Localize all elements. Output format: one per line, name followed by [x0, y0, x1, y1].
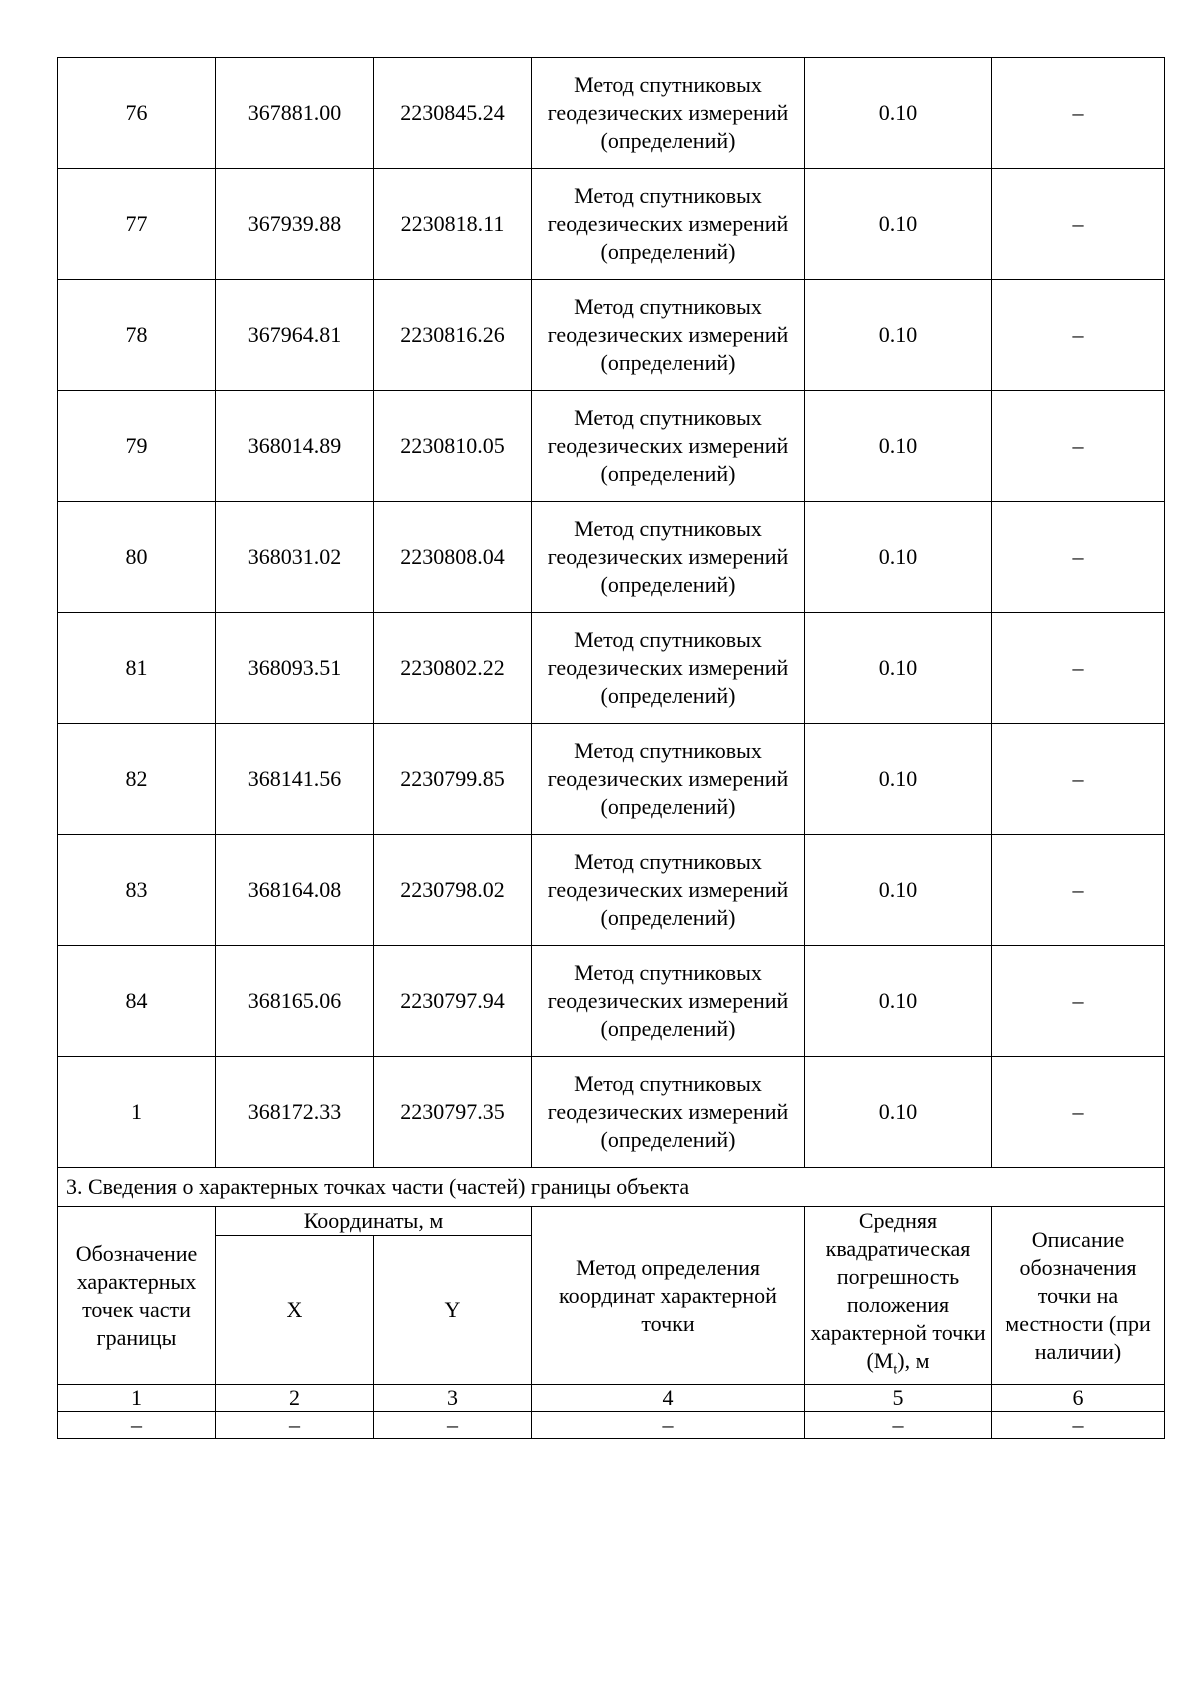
point-description: –: [992, 613, 1165, 724]
table-row: [58, 58, 1165, 169]
boundary-points-table: [57, 57, 1165, 1439]
coord-y: 2230818.11: [374, 169, 532, 280]
coord-y: 2230802.22: [374, 613, 532, 724]
method: Метод спутниковых геодезических измерений (определений): [532, 169, 805, 280]
point-number: 79: [58, 391, 216, 502]
header-coordinates: Координаты, м: [216, 1207, 532, 1236]
coord-x: 368172.33: [216, 1057, 374, 1168]
coord-x: 367964.81: [216, 280, 374, 391]
mean-error: 0.10: [805, 724, 992, 835]
coord-y: 2230797.94: [374, 946, 532, 1057]
point-description: –: [992, 835, 1165, 946]
table-row: [58, 613, 1165, 724]
mean-error: 0.10: [805, 58, 992, 169]
coord-x: 368031.02: [216, 502, 374, 613]
point-description: –: [992, 724, 1165, 835]
point-description: –: [992, 169, 1165, 280]
method: Метод спутниковых геодезических измерений (определений): [532, 280, 805, 391]
point-description: –: [992, 946, 1165, 1057]
table-row: [58, 835, 1165, 946]
mean-error: 0.10: [805, 1057, 992, 1168]
point-description: –: [992, 58, 1165, 169]
mean-error: 0.10: [805, 946, 992, 1057]
coord-x: 368141.56: [216, 724, 374, 835]
coord-x: 368165.06: [216, 946, 374, 1057]
header-method: Метод определения координат характерной точки: [532, 1207, 805, 1385]
header-mean-error: [805, 1207, 992, 1385]
point-number: 83: [58, 835, 216, 946]
empty-cell: –: [805, 1412, 992, 1439]
mean-error: 0.10: [805, 169, 992, 280]
section-title-row: [58, 1168, 1165, 1207]
header-row: [58, 1207, 1165, 1236]
header-mean-error-unit: ), м: [897, 1348, 930, 1373]
column-number: 3: [374, 1385, 532, 1412]
point-description: –: [992, 391, 1165, 502]
coord-x: 368164.08: [216, 835, 374, 946]
point-description: –: [992, 1057, 1165, 1168]
point-number: 84: [58, 946, 216, 1057]
coord-y: 2230816.26: [374, 280, 532, 391]
method: Метод спутниковых геодезических измерений (определений): [532, 835, 805, 946]
point-number: 78: [58, 280, 216, 391]
mean-error: 0.10: [805, 280, 992, 391]
method: Метод спутниковых геодезических измерений (определений): [532, 391, 805, 502]
coord-y: 2230808.04: [374, 502, 532, 613]
header-y: Y: [374, 1236, 532, 1385]
empty-cell: –: [216, 1412, 374, 1439]
table-row: [58, 391, 1165, 502]
table-row: [58, 169, 1165, 280]
coord-x: 368014.89: [216, 391, 374, 502]
method: Метод спутниковых геодезических измерений (определений): [532, 946, 805, 1057]
column-number: 6: [992, 1385, 1165, 1412]
column-number: 4: [532, 1385, 805, 1412]
header-description: Описание обозначения точки на местности (при наличии): [992, 1207, 1165, 1385]
mean-error: 0.10: [805, 613, 992, 724]
point-number: 1: [58, 1057, 216, 1168]
header-mean-error-text: Средняя квадратическая погрешность положения характерной точки (M: [810, 1208, 986, 1373]
table-row: [58, 1412, 1165, 1439]
point-number: 80: [58, 502, 216, 613]
coord-y: 2230797.35: [374, 1057, 532, 1168]
coord-y: 2230798.02: [374, 835, 532, 946]
coord-y: 2230845.24: [374, 58, 532, 169]
column-number-row: [58, 1385, 1165, 1412]
method: Метод спутниковых геодезических измерений (определений): [532, 613, 805, 724]
table-row: [58, 1057, 1165, 1168]
point-number: 82: [58, 724, 216, 835]
table-row: [58, 280, 1165, 391]
method: Метод спутниковых геодезических измерений (определений): [532, 724, 805, 835]
coord-y: 2230810.05: [374, 391, 532, 502]
point-description: –: [992, 280, 1165, 391]
empty-cell: –: [992, 1412, 1165, 1439]
table-row: [58, 946, 1165, 1057]
point-number: 77: [58, 169, 216, 280]
table-row: [58, 502, 1165, 613]
mean-error: 0.10: [805, 835, 992, 946]
coord-y: 2230799.85: [374, 724, 532, 835]
header-x: X: [216, 1236, 374, 1385]
mean-error: 0.10: [805, 391, 992, 502]
mean-error: 0.10: [805, 502, 992, 613]
method: Метод спутниковых геодезических измерений (определений): [532, 1057, 805, 1168]
coord-x: 367939.88: [216, 169, 374, 280]
table-row: [58, 724, 1165, 835]
method: Метод спутниковых геодезических измерений (определений): [532, 502, 805, 613]
header-designation: Обозначение характерных точек части границы: [58, 1207, 216, 1385]
column-number: 1: [58, 1385, 216, 1412]
coord-x: 367881.00: [216, 58, 374, 169]
empty-cell: –: [532, 1412, 805, 1439]
point-number: 76: [58, 58, 216, 169]
method: Метод спутниковых геодезических измерений (определений): [532, 58, 805, 169]
empty-cell: –: [374, 1412, 532, 1439]
section-title: 3. Сведения о характерных точках части (частей) границы объекта: [58, 1168, 1165, 1207]
coord-x: 368093.51: [216, 613, 374, 724]
empty-cell: –: [58, 1412, 216, 1439]
column-number: 5: [805, 1385, 992, 1412]
point-number: 81: [58, 613, 216, 724]
header-mean-error-subscript: t: [893, 1362, 898, 1378]
point-description: –: [992, 502, 1165, 613]
column-number: 2: [216, 1385, 374, 1412]
